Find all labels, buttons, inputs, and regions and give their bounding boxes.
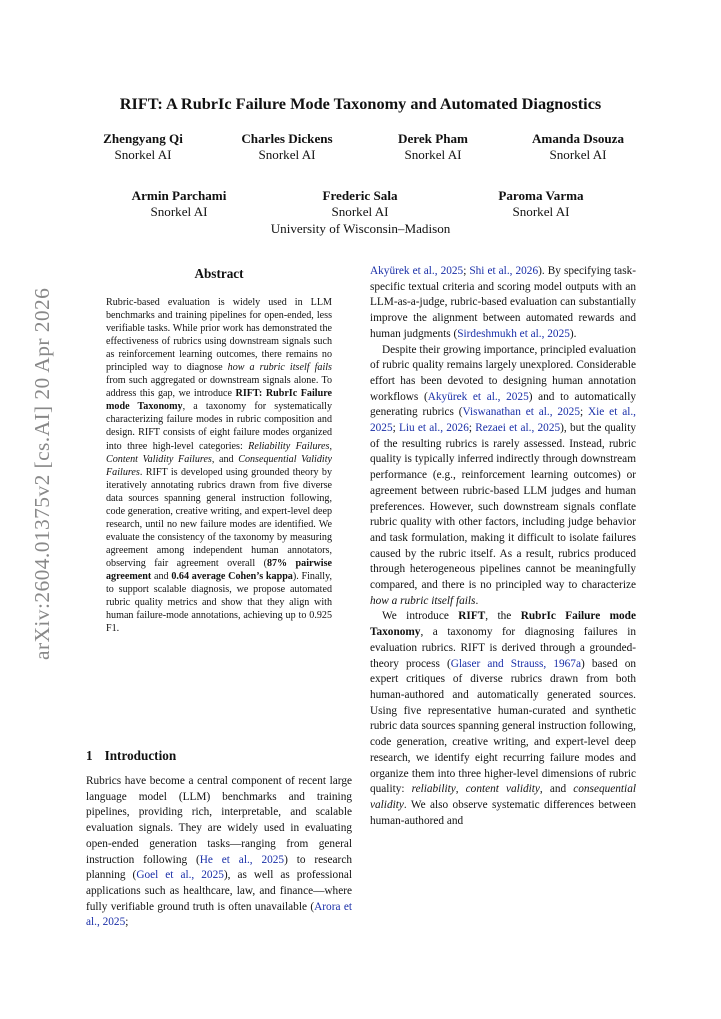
citation-link[interactable]: Akyürek et al., 2025	[370, 265, 464, 277]
intro-paragraph	[86, 774, 352, 931]
body-text: ).	[569, 327, 577, 340]
abstract-text: and	[151, 570, 172, 582]
author-affiliation: Snorkel AI	[150, 204, 208, 219]
section-title: Introduction	[104, 748, 177, 763]
author-name: Derek Pham	[398, 131, 468, 146]
author-block	[275, 188, 445, 220]
body-text: .	[475, 594, 479, 607]
paper-title: RIFT: A RubrIc Failure Mode Taxonomy and Automated Diagnostics	[119, 94, 602, 113]
citation-link[interactable]: Goel et al., 2025	[136, 869, 224, 882]
body-text: Rubrics have become a central component of recent large language model (LLM) benchmarks and training pipelines, providing rich, interpretable, and scalable evaluation signals. They are widely used in evaluating open-ended generation tasks—ranging from general instruction following (	[86, 775, 352, 866]
body-text: We introduce	[382, 610, 459, 623]
abstract-heading: Abstract	[194, 266, 244, 281]
body-emphasis: reliability	[411, 783, 456, 796]
author-block	[493, 131, 663, 163]
abstract-text: . RIFT is developed using grounded theory by iteratively annotating rubrics drawn from five diverse data sources spanning general instruction following, code generation, creative writing, and expert-level deep research, until no new failure modes are identified. We evaluate the consistency of the taxonomy by measuring agreement among independent human annotators, observing fair agreement overall (	[106, 466, 332, 569]
abstract-text: , a taxonomy for systematically characterizing failure modes in rubric composition and design. RIFT consists of eight failure modes organized into three high-level categories:	[106, 401, 333, 452]
author-name: Paroma Varma	[498, 188, 584, 203]
body-paragraph	[370, 343, 636, 610]
abstract-bold: RIFT: RubrIc Failure mode Taxonomy	[106, 388, 332, 413]
abstract-text: Rubric-based evaluation is widely used in LLM benchmarks and training pipelines for open-ended, less verifiable tasks. While prior work has demonstrated the effectiveness of rubrics using downstream signals such as reinforcement learning outcomes, there remains no principled way to diagnose	[106, 297, 332, 374]
body-emphasis: how a rubric itself fails	[370, 594, 476, 607]
author-name: Frederic Sala	[322, 188, 398, 203]
citation-link[interactable]: Viswanathan et al., 2025	[462, 406, 580, 419]
author-block	[202, 131, 372, 163]
citation-link[interactable]: Glaser and Strauss, 1967a	[450, 657, 581, 670]
abstract-text: from such aggregated or downstream signals alone. To address this gap, we introduce	[106, 375, 332, 400]
author-block	[94, 188, 264, 220]
citation-link[interactable]: Rezaei et al., 2025	[475, 422, 561, 435]
author-affiliation: Snorkel AI	[549, 147, 607, 162]
author-affiliation: Snorkel AI	[404, 147, 462, 162]
citation-link[interactable]: He et al., 2025	[199, 853, 285, 866]
abstract-emphasis: Reliability Failures	[248, 440, 330, 452]
body-text: ). By specifying task-specific textual criteria and scoring model outputs with an LLM-as-a-judge, rubric-based evaluation can substantially improve the alignment between automated rewards and human judgments (	[370, 265, 637, 340]
abstract-text: , and	[211, 453, 239, 465]
body-text: ;	[392, 422, 399, 435]
body-bold: RIFT	[458, 610, 486, 623]
abstract-emphasis: Content Validity Failures	[106, 453, 212, 465]
body-paragraph	[370, 609, 636, 829]
citation-link[interactable]: Sirdeshmukh et al., 2025	[457, 327, 570, 340]
body-text: Despite their growing importance, principled evaluation of rubric quality remains largely unexplored. Considerable effort has been devoted to designing human annotation workflows (	[370, 343, 636, 403]
author-affiliation: Snorkel AI	[258, 147, 316, 162]
abstract-emphasis: Consequential Validity Failures	[106, 453, 332, 478]
author-name: Zhengyang Qi	[103, 131, 183, 146]
author-affiliation: Snorkel AI	[114, 147, 172, 162]
body-text: ;	[125, 916, 129, 929]
section-number: 1	[86, 748, 93, 763]
body-emphasis: content validity	[465, 783, 540, 796]
body-text: ;	[463, 265, 470, 277]
body-bold: RubrIc Failure mode Taxonomy	[370, 610, 636, 639]
abstract-bold: 87% pairwise agreement	[106, 557, 332, 582]
citation-link[interactable]: Akyürek et al., 2025	[427, 390, 529, 403]
arxiv-identifier[interactable]: arXiv:2604.01375v2 [cs.AI] 20 Apr 2026	[30, 287, 54, 660]
body-text: ), but the quality of the resulting rubrics is rarely assessed. Instead, rubric quality is typically inferred indirectly through downstream performance (e.g., reinforcement learning outcomes) or agreement between rubric-based LLM judges and human preferences. However, such downstream signals conflate rubric quality with other factors, including judge behavior and task formulation, making it difficult to isolate failures caused by the rubric itself. As a result, rubrics produced through heterogeneous pipelines cannot be meaningfully compared, and there is no principled way to characterize	[370, 422, 636, 592]
body-paragraph	[370, 264, 636, 343]
abstract-text: ). Finally, to support scalable diagnosis, we propose automated rubric quality metrics and show that they align with human failure-mode annotations, achieving up to 0.925 F1.	[106, 570, 332, 635]
body-text: ,	[455, 783, 466, 796]
second-affiliation: University of Wisconsin–Madison	[270, 221, 451, 236]
citation-link[interactable]: Arora et al., 2025	[86, 900, 352, 929]
author-affiliation: Snorkel AI	[331, 204, 389, 219]
abstract-emphasis: how a rubric itself fails	[227, 362, 332, 374]
author-affiliation: Snorkel AI	[512, 204, 570, 219]
body-text: ) to research planning (	[86, 853, 352, 882]
right-column	[370, 264, 636, 829]
author-name: Armin Parchami	[131, 188, 227, 203]
body-text: . We also observe systematic differences between human-authored and	[370, 798, 636, 827]
author-name: Charles Dickens	[241, 131, 333, 146]
author-name: Amanda Dsouza	[531, 131, 625, 146]
abstract-bold: 0.64 average Cohen’s kappa	[171, 570, 293, 582]
body-text: ) and to automatically generating rubrics (	[370, 390, 636, 419]
body-text: , a taxonomy for diagnosing failures in evaluation rubrics. RIFT is derived through a grounded-theory process (	[370, 626, 636, 670]
body-text: ;	[579, 406, 588, 419]
body-text: ), as well as professional applications such as healthcare, law, and finance—where fully verifiable ground truth is often unavailable (	[86, 869, 353, 913]
body-text: ;	[468, 422, 476, 435]
body-text: , and	[539, 783, 574, 796]
citation-link[interactable]: Shi et al., 2026	[469, 265, 539, 277]
abstract-body	[106, 296, 332, 635]
body-emphasis: consequential validity	[370, 783, 636, 811]
section-heading	[86, 748, 188, 764]
citation-link[interactable]: Xie et al., 2025	[370, 406, 636, 435]
author-block	[456, 188, 626, 220]
citation-link[interactable]: Liu et al., 2026	[398, 422, 469, 435]
abstract-text: ,	[329, 440, 332, 452]
body-text: , the	[485, 610, 521, 623]
body-text: ) based on expert critiques of diverse rubrics drawn from both human-authored and automatically generated sources. Using five representative human-curated and synthetic rubric data sources spanning general instruction following, code generation, creative writing, and expert-level deep research, we identify eight recurring failure modes and organize them into three higher-level dimensions of rubric quality:	[370, 657, 637, 796]
